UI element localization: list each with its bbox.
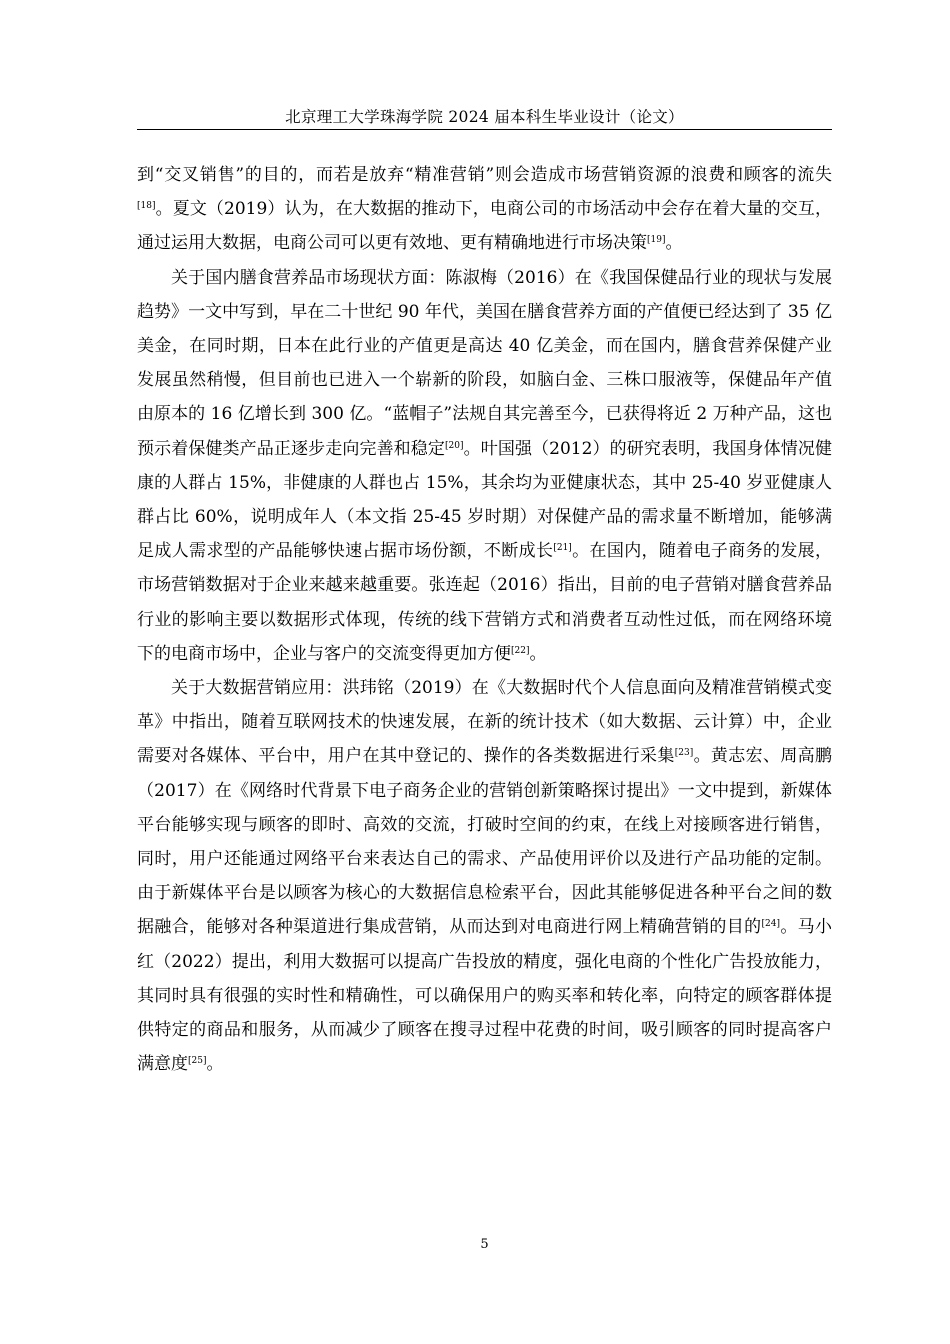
paragraph-text: 。叶国强（2012）的研究表明，我国身体情况健康的人群占 15%，非健康的人群也占 15%，其余均为亚健康状态，其中 25-40 岁亚健康人群占比 60%，说明成年人（本文指 25-45 岁时期）对保健产品的需求量不断增加，能够满足成人需求型的产品能够快速占据市场份额，不断成长: [137, 438, 832, 562]
citation-ref: [20]: [445, 440, 464, 451]
page-number: 5: [480, 1237, 489, 1252]
paragraph-text: 到“交叉销售”的目的，而若是放弃“精准营销”则会造成市场营销资源的浪费和顾客的流失: [137, 165, 832, 185]
citation-ref: [19]: [647, 235, 666, 246]
paragraph: [137, 158, 832, 261]
paragraph-text: 。在国内，随着电子商务的发展，市场营销数据对于企业来越来越重要。张连起（2016）指出，目前的电子营销对膳食营养品行业的影响主要以数据形式体现，传统的线下营销方式和消费者互动性过低，而在网络环境下的电商市场中，企业与客户的交流变得更加方便: [137, 541, 833, 664]
paragraph-text: 关于国内膳食营养品市场现状方面：陈淑梅（2016）在《我国保健品行业的现状与发展趋势》一文中写到，早在二十世纪 90 年代，美国在膳食营养方面的产值便已经达到了 35 亿美金，在同时期，日本在此行业的产值更是高达 40 亿美金，而在国内，膳食营养保健产业发展虽然稍慢，但目前也已进入一个崭新的阶段，如脑白金、三株口服液等，保健品年产值由原本的 16 亿增长到 300 亿。“蓝帽子”法规自其完善至今，已获得将近 2 万种产品，这也预示着保健类产品正逐步走向完善和稳定: [137, 267, 832, 459]
citation-ref: [23]: [674, 748, 694, 759]
paragraph-text: 。马小红（2022）提出，利用大数据可以提高广告投放的精度，强化电商的个性化广告投放能力，其同时具有很强的实时性和精确性，可以确保用户的购买率和转化率，向特定的顾客群体提供特定的商品和服务，从而减少了顾客在搜寻过程中花费的时间，吸引顾客的同时提高客户满意度: [137, 917, 833, 1075]
paragraph-text: 。: [206, 1054, 224, 1075]
body-text: [137, 158, 832, 1081]
page-header: 北京理工大学珠海学院 2024 届本科生毕业设计（论文）: [285, 108, 684, 126]
citation-ref: [25]: [188, 1056, 207, 1067]
paragraph: [137, 261, 832, 671]
paragraph-text: 。黄志宏、周高鹏（2017）在《网络时代背景下电子商务企业的营销创新策略探讨提出》一文中提到，新媒体平台能够实现与顾客的即时、高效的交流，打破时空间的约束，在线上对接顾客进行销售，同时，用户还能通过网络平台来表达自己的需求、产品使用评价以及进行产品功能的定制。由于新媒体平台是以顾客为核心的大数据信息检索平台，因此其能够促进各种平台之间的数据融合，能够对各种渠道进行集成营销，从而达到对电商进行网上精确营销的目的: [137, 746, 833, 938]
paragraph-text: 。: [529, 643, 547, 664]
citation-ref: [18]: [137, 201, 156, 212]
citation-ref: [22]: [511, 646, 530, 656]
header-rule: [137, 129, 832, 130]
citation-ref: [24]: [761, 919, 780, 930]
paragraph-text: 。夏文（2019）认为，在大数据的推动下，电商公司的市场活动中会存在着大量的交互，通过运用大数据，电商公司可以更有效地、更有精确地进行市场决策: [137, 199, 832, 254]
paragraph-text: 关于大数据营销应用：洪玮铭（2019）在《大数据时代个人信息面向及精准营销模式变革》中指出，随着互联网技术的快速发展，在新的统计技术（如大数据、云计算）中，企业需要对各媒体、平台中，用户在其中登记的、操作的各类数据进行采集: [137, 678, 832, 767]
citation-ref: [21]: [553, 543, 572, 554]
paragraph-text: 。: [665, 233, 683, 254]
paragraph: [137, 671, 832, 1081]
